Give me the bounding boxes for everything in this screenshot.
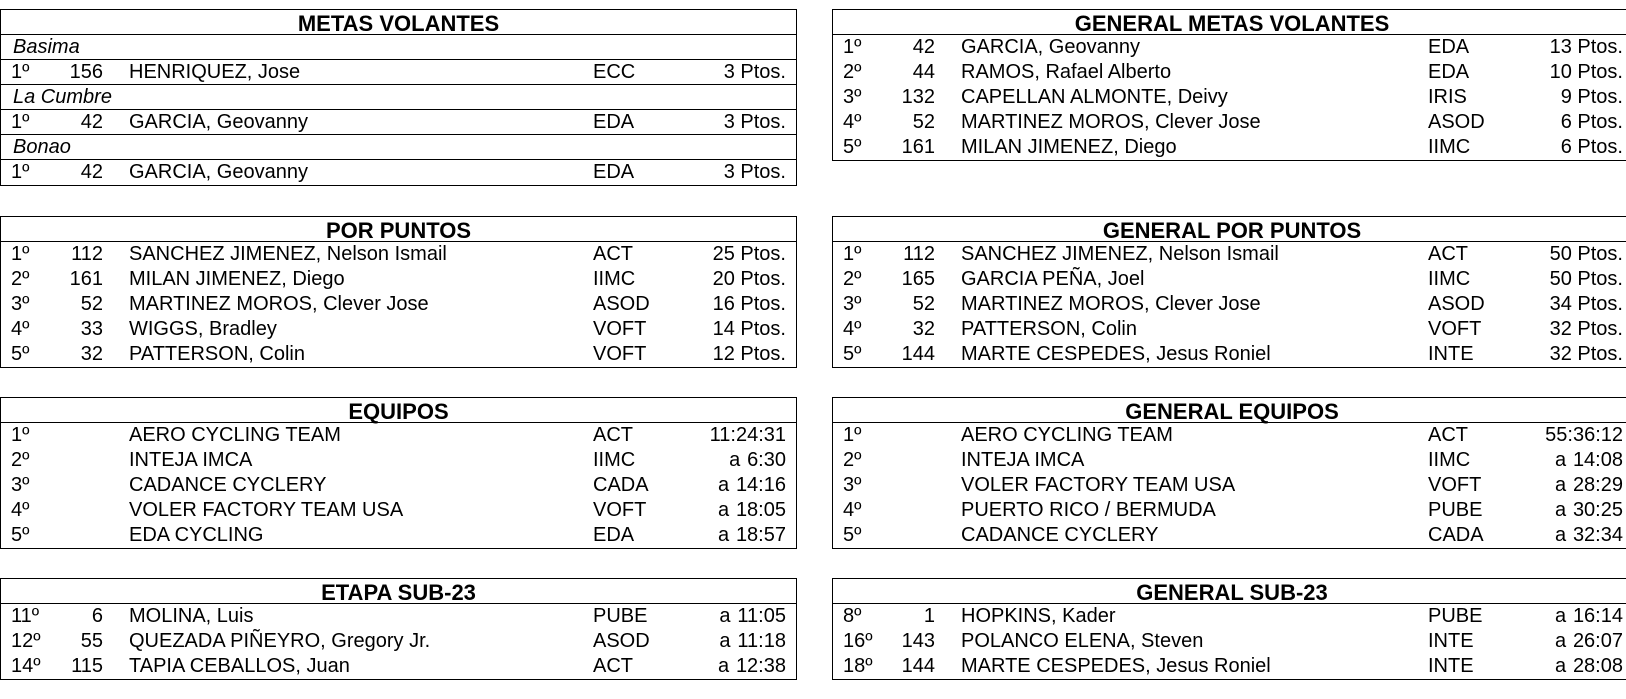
result-value [1555,629,1623,654]
rider-name: INTEJA IMCA [961,449,1085,471]
bib-number: 32 [80,343,103,365]
result-value [1555,473,1623,498]
bib-number: 112 [903,243,935,265]
time-gap-prefix: a [1554,630,1567,652]
position: 3º [11,474,30,496]
result-value: 20 Ptos. [712,268,786,290]
team-code: PUBE [1428,605,1483,627]
position: 2º [843,61,862,83]
table-row [833,35,1626,60]
position: 14º [11,655,41,677]
rider-name: VOLER FACTORY TEAM USA [129,499,404,521]
team-code: IIMC [1428,449,1471,471]
position: 5º [843,343,862,365]
intermediate-sprint-place: Bonao [1,135,796,160]
table-row [1,604,796,629]
result-value [1555,523,1623,548]
table-row [1,292,796,317]
position: 1º [11,111,30,133]
result-value: 32 Ptos. [1549,343,1623,365]
team-code: VOFT [593,318,647,340]
etapa-sub23-table [0,578,797,680]
team-code: ECC [593,61,636,83]
team-code: ACT [1428,424,1468,446]
rider-name: SANCHEZ JIMENEZ, Nelson Ismail [129,243,447,265]
team-code: ASOD [593,630,650,652]
position: 2º [11,449,30,471]
result-value [719,629,786,654]
bib-number: 52 [912,111,935,133]
result-value: 9 Ptos. [1560,86,1623,108]
time-value: 11:18 [737,630,786,652]
bib-number: 144 [901,655,935,677]
result-value [1555,498,1623,523]
bib-number: 161 [69,268,103,290]
rider-name: TAPIA CEBALLOS, Juan [129,655,350,677]
position: 3º [11,293,30,315]
bib-number: 156 [69,61,103,83]
position: 11º [11,605,40,627]
result-value: 10 Ptos. [1549,61,1623,83]
table-body [833,242,1626,367]
time-gap-prefix: a [719,605,731,627]
table-row [1,423,796,448]
team-code: IIMC [1428,268,1471,290]
table-row [833,267,1626,292]
position: 4º [843,111,862,133]
points-value: 3 Ptos. [723,161,786,183]
time-value: 18:57 [735,524,786,546]
time-gap-prefix: a [717,524,730,546]
team-code: CADA [1428,524,1484,546]
rider-name: AERO CYCLING TEAM [961,424,1173,446]
time-value: 14:08 [1572,449,1623,471]
table-row [1,110,796,135]
team-code: EDA [1428,36,1470,58]
team-code: VOFT [1428,318,1482,340]
rider-name: VOLER FACTORY TEAM USA [961,474,1236,496]
table-row [1,242,796,267]
bib-number: 6 [91,605,103,627]
table-row [833,629,1626,654]
bib-number: 115 [71,655,103,677]
time-value: 6:30 [747,449,786,471]
team-code: IIMC [1428,136,1471,158]
table-row [833,342,1626,367]
team-code: ACT [593,655,633,677]
table-row [1,654,796,679]
position: 3º [843,293,862,315]
result-value [729,448,786,473]
time-gap-prefix: a [1554,474,1567,496]
position: 1º [843,424,862,446]
result-value [718,654,786,679]
bib-number: 143 [901,630,935,652]
position: 5º [843,524,862,546]
time-value: 14:16 [735,474,786,496]
bib-number: 112 [71,243,103,265]
table-title: POR PUNTOS [1,217,796,242]
team-code: INTE [1428,655,1474,677]
bib-number: 33 [80,318,103,340]
table-row [833,423,1626,448]
team-code: ASOD [1428,111,1485,133]
table-row [833,60,1626,85]
position: 2º [843,268,862,290]
position: 1º [843,243,862,265]
rider-name: PUERTO RICO / BERMUDA [961,499,1216,521]
rider-name: CADANCE CYCLERY [961,524,1159,546]
position: 2º [11,268,30,290]
result-value: 50 Ptos. [1549,268,1623,290]
rider-name: MARTINEZ MOROS, Clever Jose [129,293,429,315]
result-value: 12 Ptos. [712,343,786,365]
rider-name: GARCIA, Geovanny [129,111,308,133]
position: 1º [11,161,30,183]
general-sub23-table [832,578,1626,680]
result-value: 50 Ptos. [1549,243,1623,265]
result-value [1555,604,1623,629]
table-row [833,135,1626,160]
rider-name: MARTINEZ MOROS, Clever Jose [961,111,1261,133]
table-title: GENERAL METAS VOLANTES [833,10,1626,35]
result-value: 16 Ptos. [712,293,786,315]
table-title: GENERAL POR PUNTOS [833,217,1626,242]
rider-name: WIGGS, Bradley [129,318,277,340]
bib-number: 42 [912,36,935,58]
general-por-puntos-table [832,216,1626,368]
rider-name: MARTE CESPEDES, Jesus Roniel [961,655,1271,677]
table-body [1,604,796,679]
table-title: GENERAL SUB-23 [833,579,1626,604]
time-gap-prefix: a [719,630,731,652]
points-value: 3 Ptos. [723,61,786,83]
table-body [833,423,1626,548]
position: 2º [843,449,862,471]
rider-name: GARCIA, Geovanny [961,36,1140,58]
position: 16º [843,630,873,652]
time-value: 28:29 [1572,474,1623,496]
table-row [833,448,1626,473]
team-code: CADA [593,474,649,496]
bib-number: 161 [901,136,935,158]
bib-number: 32 [912,318,935,340]
rider-name: GARCIA, Geovanny [129,161,308,183]
result-value: 34 Ptos. [1549,293,1623,315]
table-row [833,604,1626,629]
result-value: 13 Ptos. [1549,36,1623,58]
table-row [1,448,796,473]
por-puntos-table [0,216,797,368]
table-row [1,60,796,85]
general-metas-volantes-table [832,9,1626,161]
team-code: INTE [1428,343,1474,365]
team-code: EDA [593,161,635,183]
position: 3º [843,86,862,108]
time-value: 11:24:31 [709,424,786,446]
position: 4º [11,318,30,340]
rider-name: GARCIA PEÑA, Joel [961,268,1145,290]
table-row [833,317,1626,342]
position: 4º [843,499,862,521]
time-gap-prefix: a [1554,449,1567,471]
bib-number: 52 [912,293,935,315]
time-gap-prefix: a [1554,605,1567,627]
rider-name: QUEZADA PIÑEYRO, Gregory Jr. [129,630,431,652]
table-body [1,242,796,367]
result-value: 25 Ptos. [712,243,786,265]
rider-name: MARTINEZ MOROS, Clever Jose [961,293,1261,315]
result-value [1527,423,1623,448]
team-code: ACT [1428,243,1468,265]
table-body [833,604,1626,679]
team-code: ACT [593,243,633,265]
table-row [1,342,796,367]
result-value [718,498,786,523]
position: 12º [11,630,41,652]
position: 1º [11,61,30,83]
intermediate-sprint-place: Basima [1,35,796,60]
table-title: ETAPA SUB-23 [1,579,796,604]
table-row [1,473,796,498]
time-value: 18:05 [735,499,786,521]
table-row [1,523,796,548]
bib-number: 165 [901,268,935,290]
time-gap-prefix: a [717,474,730,496]
time-value: 26:07 [1572,630,1623,652]
table-row [1,317,796,342]
rider-name: PATTERSON, Colin [129,343,305,365]
result-value [1555,448,1623,473]
table-row [833,292,1626,317]
team-code: VOFT [593,343,647,365]
position: 5º [11,524,30,546]
result-value [718,523,786,548]
position: 3º [843,474,862,496]
team-code: VOFT [593,499,647,521]
result-value: 6 Ptos. [1560,136,1623,158]
rider-name: MARTE CESPEDES, Jesus Roniel [961,343,1271,365]
team-code: EDA [1428,61,1470,83]
team-code: PUBE [1428,499,1483,521]
table-title: GENERAL EQUIPOS [833,398,1626,423]
result-value [718,473,786,498]
time-gap-prefix: a [717,655,730,677]
team-code: IIMC [593,449,636,471]
rider-name: SANCHEZ JIMENEZ, Nelson Ismail [961,243,1279,265]
time-value: 11:05 [737,605,786,627]
team-code: IRIS [1428,86,1467,108]
time-value: 32:34 [1572,524,1623,546]
table-row [833,498,1626,523]
time-value: 16:14 [1572,605,1623,627]
position: 5º [843,136,862,158]
position: 1º [11,243,30,265]
table-row [1,267,796,292]
bib-number: 44 [912,61,935,83]
team-code: PUBE [593,605,648,627]
team-code: VOFT [1428,474,1482,496]
rider-name: HOPKINS, Kader [961,605,1116,627]
position: 4º [843,318,862,340]
time-gap-prefix: a [729,449,741,471]
rider-name: RAMOS, Rafael Alberto [961,61,1172,83]
position: 8º [843,605,862,627]
rider-name: EDA CYCLING [129,524,264,546]
position: 5º [11,343,30,365]
table-row [833,654,1626,679]
time-value: 55:36:12 [1545,424,1623,446]
table-row [833,523,1626,548]
team-code: ASOD [593,293,650,315]
table-row [1,498,796,523]
position: 4º [11,499,30,521]
intermediate-sprint-place: La Cumbre [1,85,796,110]
rider-name: POLANCO ELENA, Steven [961,630,1204,652]
rider-name: AERO CYCLING TEAM [129,424,341,446]
table-row [833,242,1626,267]
bib-number: 52 [80,293,103,315]
table-row [833,85,1626,110]
time-gap-prefix: a [1554,655,1567,677]
team-code: IIMC [593,268,636,290]
rider-name: PATTERSON, Colin [961,318,1137,340]
rider-name: CAPELLAN ALMONTE, Deivy [961,86,1228,108]
rider-name: INTEJA IMCA [129,449,253,471]
table-title: EQUIPOS [1,398,796,423]
bib-number: 144 [901,343,935,365]
team-code: ASOD [1428,293,1485,315]
result-value [1555,654,1623,679]
team-code: EDA [593,111,635,133]
time-gap-prefix: a [1554,524,1567,546]
time-value: 12:38 [735,655,786,677]
bib-number: 42 [80,111,103,133]
time-value: 30:25 [1572,499,1623,521]
table-body [1,423,796,548]
result-value: 32 Ptos. [1549,318,1623,340]
rider-name: CADANCE CYCLERY [129,474,327,496]
table-row [833,110,1626,135]
time-gap-prefix: a [717,499,730,521]
table-title: METAS VOLANTES [1,10,796,35]
metas-volantes-table [0,9,797,186]
rider-name: MOLINA, Luis [129,605,254,627]
team-code: EDA [593,524,635,546]
result-value [719,604,786,629]
time-value: 28:08 [1572,655,1623,677]
table-row [1,629,796,654]
result-value [692,423,786,448]
table-body [833,35,1626,160]
rider-name: MILAN JIMENEZ, Diego [129,268,345,290]
position: 18º [843,655,873,677]
bib-number: 132 [901,86,935,108]
rider-name: HENRIQUEZ, Jose [129,61,301,83]
result-value: 14 Ptos. [712,318,786,340]
general-equipos-table [832,397,1626,549]
equipos-table [0,397,797,549]
bib-number: 55 [80,630,103,652]
bib-number: 42 [80,161,103,183]
position: 1º [843,36,862,58]
rider-name: MILAN JIMENEZ, Diego [961,136,1177,158]
time-gap-prefix: a [1554,499,1567,521]
points-value: 3 Ptos. [723,111,786,133]
result-value: 6 Ptos. [1560,111,1623,133]
table-row [833,473,1626,498]
table-row [1,160,796,185]
position: 1º [11,424,30,446]
bib-number: 1 [923,605,935,627]
team-code: ACT [593,424,633,446]
team-code: INTE [1428,630,1474,652]
